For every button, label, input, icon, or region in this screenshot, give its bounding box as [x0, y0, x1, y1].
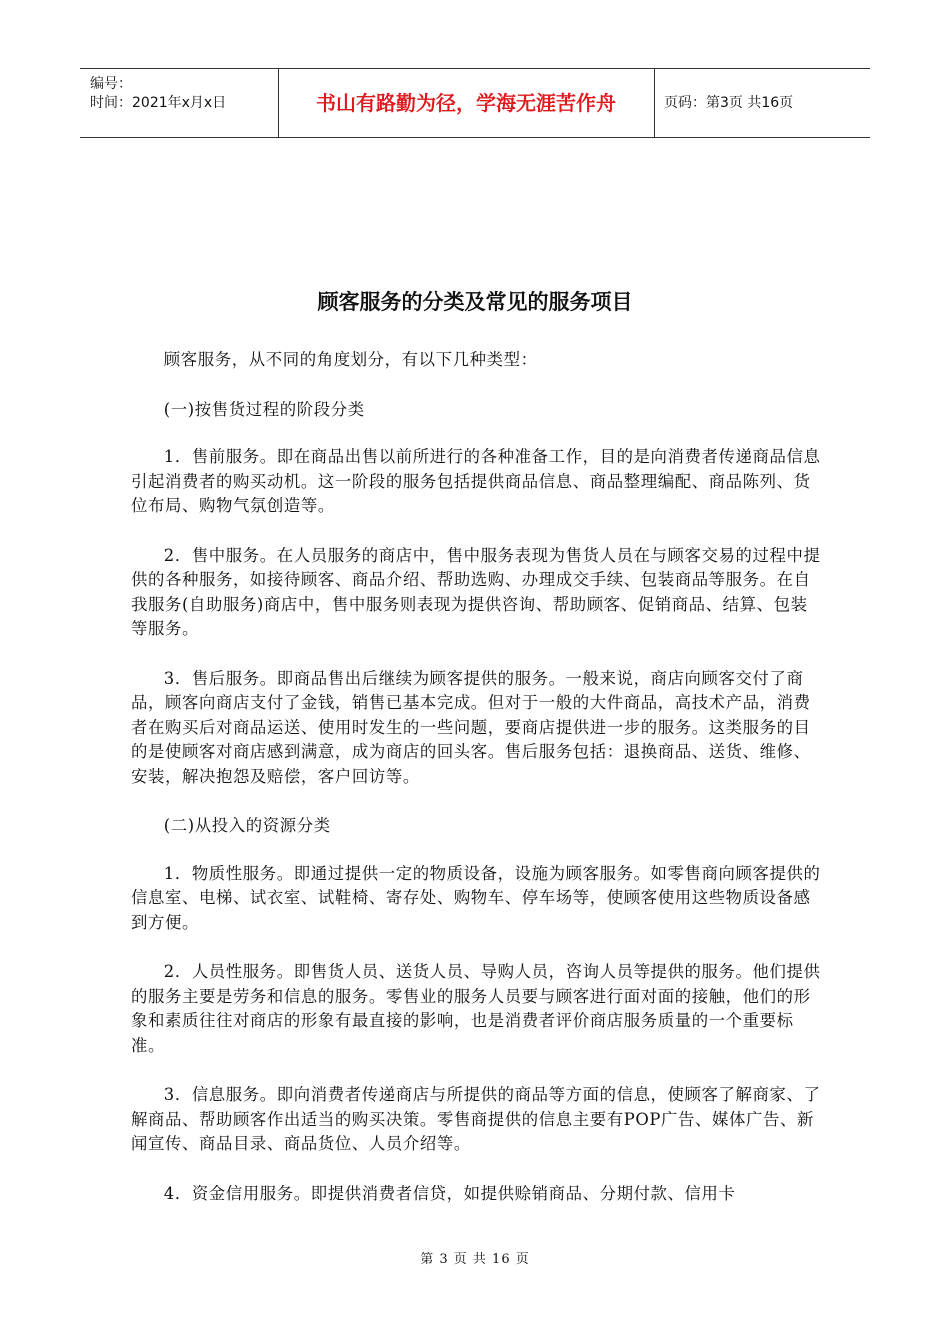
- paragraph-material-service: 1．物质性服务。即通过提供一定的物质设备，设施为顾客服务。如零售商向顾客提供的信息室、电梯、试衣室、试鞋椅、寄存处、购物车、停车场等，使顾客使用这些物质设备感到方便。: [131, 863, 821, 932]
- page-footer: 第 3 页 共 16 页: [420, 1252, 530, 1267]
- paragraph-after-sale: 3．售后服务。即商品售出后继续为顾客提供的服务。一般来说，商店向顾客交付了商品，顾客向商店支付了金钱，销售已基本完成。但对于一般的大件商品，高技术产品，消费者在购买后对商品运送、使用时发生的一些问题，要商店提供进一步的服务。这类服务的目的是使顾客对商店感到满意，成为商店的回头客。售后服务包括：退换商品、送货、维修、安装，解决抱怨及赔偿，客户回访等。: [131, 668, 811, 786]
- paragraph-information-service: 3．信息服务。即向消费者传递商店与所提供的商品等方面的信息，使顾客了解商家、了解商品、帮助顾客作出适当的购买决策。零售商提供的信息主要有POP广告、媒体广告、新闻宣传、商品目录、商品货位、人员介绍等。: [131, 1085, 821, 1153]
- document-number-label: 编号：: [90, 76, 132, 92]
- document-title: 顾客服务的分类及常见的服务项目: [317, 290, 633, 314]
- document-time-label: 时间：2021年x月x日: [90, 95, 227, 111]
- paragraph-intro: 顾客服务，从不同的角度划分，有以下几种类型：: [163, 350, 538, 369]
- page-header: [80, 68, 870, 138]
- section-heading-1: (一)按售货过程的阶段分类: [163, 399, 365, 419]
- section-heading-2: (二)从投入的资源分类: [163, 816, 331, 835]
- header-page-info: 页码：第3页 共16页: [664, 95, 794, 111]
- header-meta-cell: [80, 69, 279, 137]
- paragraph-credit-service: 4．资金信用服务。即提供消费者信贷，如提供赊销商品、分期付款、信用卡: [163, 1183, 736, 1203]
- paragraph-personnel-service: 2．人员性服务。即售货人员、送货人员、导购人员，咨询人员等提供的服务。他们提供的服务主要是劳务和信息的服务。零售业的服务人员要与顾客进行面对面的接触，他们的形象和素质往往对商店的形象有最直接的影响，也是消费者评价商店服务质量的一个重要标准。: [131, 962, 821, 1055]
- paragraph-pre-sale: 1．售前服务。即在商品出售以前所进行的各种准备工作，目的是向消费者传递商品信息引起消费者的购买动机。这一阶段的服务包括提供商品信息、商品整理编配、商品陈列、货位布局、购物气氛创造等。: [131, 447, 821, 515]
- header-motto: 书山有路勤为径，学海无涯苦作舟: [278, 69, 655, 137]
- document-body: [131, 348, 821, 1231]
- paragraph-in-sale: 2．售中服务。在人员服务的商店中，售中服务表现为售货人员在与顾客交易的过程中提供的各种服务，如接待顾客、商品介绍、帮助选购、办理成交手续、包装商品等服务。在自我服务(自助服务)商店中，售中服务则表现为提供咨询、帮助顾客、促销商品、结算、包装等服务。: [131, 545, 821, 638]
